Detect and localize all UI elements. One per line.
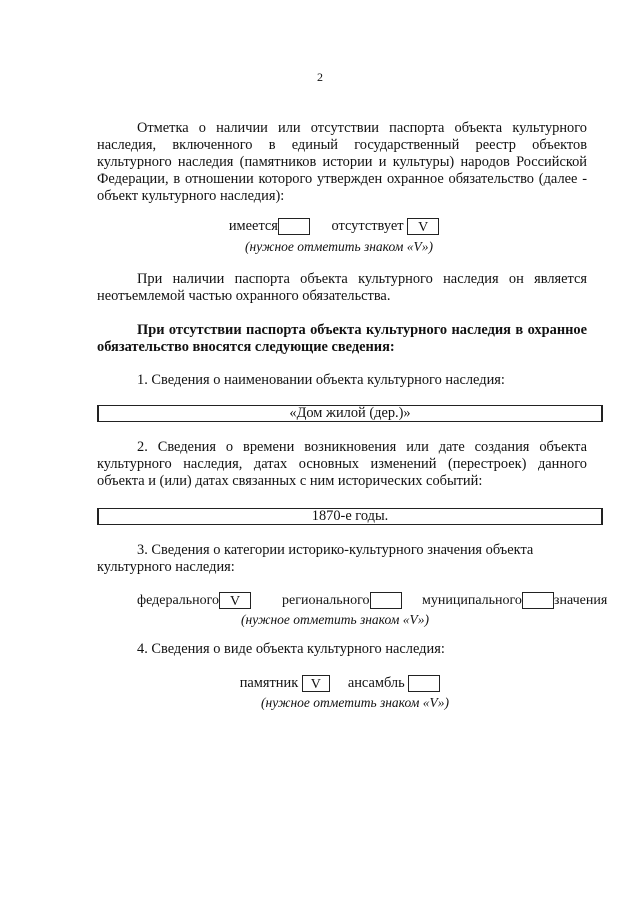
monument-checkbox[interactable]: V	[302, 675, 330, 692]
passport-note: (нужное отметить знаком «V»)	[245, 239, 433, 254]
section4-heading: 4. Сведения о виде объекта культурного наследия:	[137, 641, 445, 657]
passport-exists-checkbox[interactable]	[278, 218, 310, 235]
municipal-checkbox[interactable]	[522, 592, 554, 609]
absence-paragraph: При отсутствии паспорта объекта культурного наследия в охранное обязательство вносятся следующие сведения:	[97, 322, 587, 355]
monument-label: памятник	[239, 675, 299, 691]
passport-absent-label: отсутствует	[331, 218, 404, 234]
section1-heading: 1. Сведения о наименовании объекта культурного наследия:	[137, 372, 505, 388]
intro-paragraph: Отметка о наличии или отсутствии паспорта объекта культурного наследия, включенного в единый государственный реестр объектов культурного наследия (памятников истории и культуры) народов Российской Федерации, в отношении которого утвержден охранное обязательство (далее - объект культурного наследия):	[97, 120, 587, 204]
page-number: 2	[317, 70, 323, 84]
passport-checkbox-row	[0, 218, 640, 235]
regional-checkbox[interactable]	[370, 592, 402, 609]
type-note: (нужное отметить знаком «V»)	[261, 695, 449, 710]
category-checkbox-row	[137, 592, 251, 610]
federal-label: федерального	[137, 593, 220, 608]
section3-heading: 3. Сведения о категории историко-культурного значения объекта культурного наследия:	[97, 542, 534, 575]
federal-checkbox[interactable]: V	[219, 592, 251, 609]
category-note: (нужное отметить знаком «V»)	[241, 612, 429, 627]
passport-absent-checkbox[interactable]: V	[407, 218, 439, 235]
ensemble-label: ансамбль	[347, 675, 405, 691]
object-name-field: «Дом жилой (дер.)»	[97, 405, 603, 422]
passport-exists-label: имеется	[228, 218, 278, 234]
municipal-label: муниципального	[422, 593, 522, 608]
type-checkbox-row	[0, 675, 640, 692]
regional-label: регионального	[282, 593, 370, 608]
municipal-group	[422, 592, 607, 610]
ensemble-checkbox[interactable]	[408, 675, 440, 692]
significance-suffix: значения	[553, 593, 608, 608]
regional-group	[282, 592, 402, 610]
section2-heading: 2. Сведения о времени возникновения или дате создания объекта культурного наследия, датах основных изменений (перестроек) данного объекта и (или) датах связанных с ним исторических событий:	[97, 439, 587, 489]
creation-date-field: 1870-е годы.	[97, 508, 603, 525]
presence-paragraph: При наличии паспорта объекта культурного наследия он является неотъемлемой частью охранного обязательства.	[97, 271, 587, 304]
